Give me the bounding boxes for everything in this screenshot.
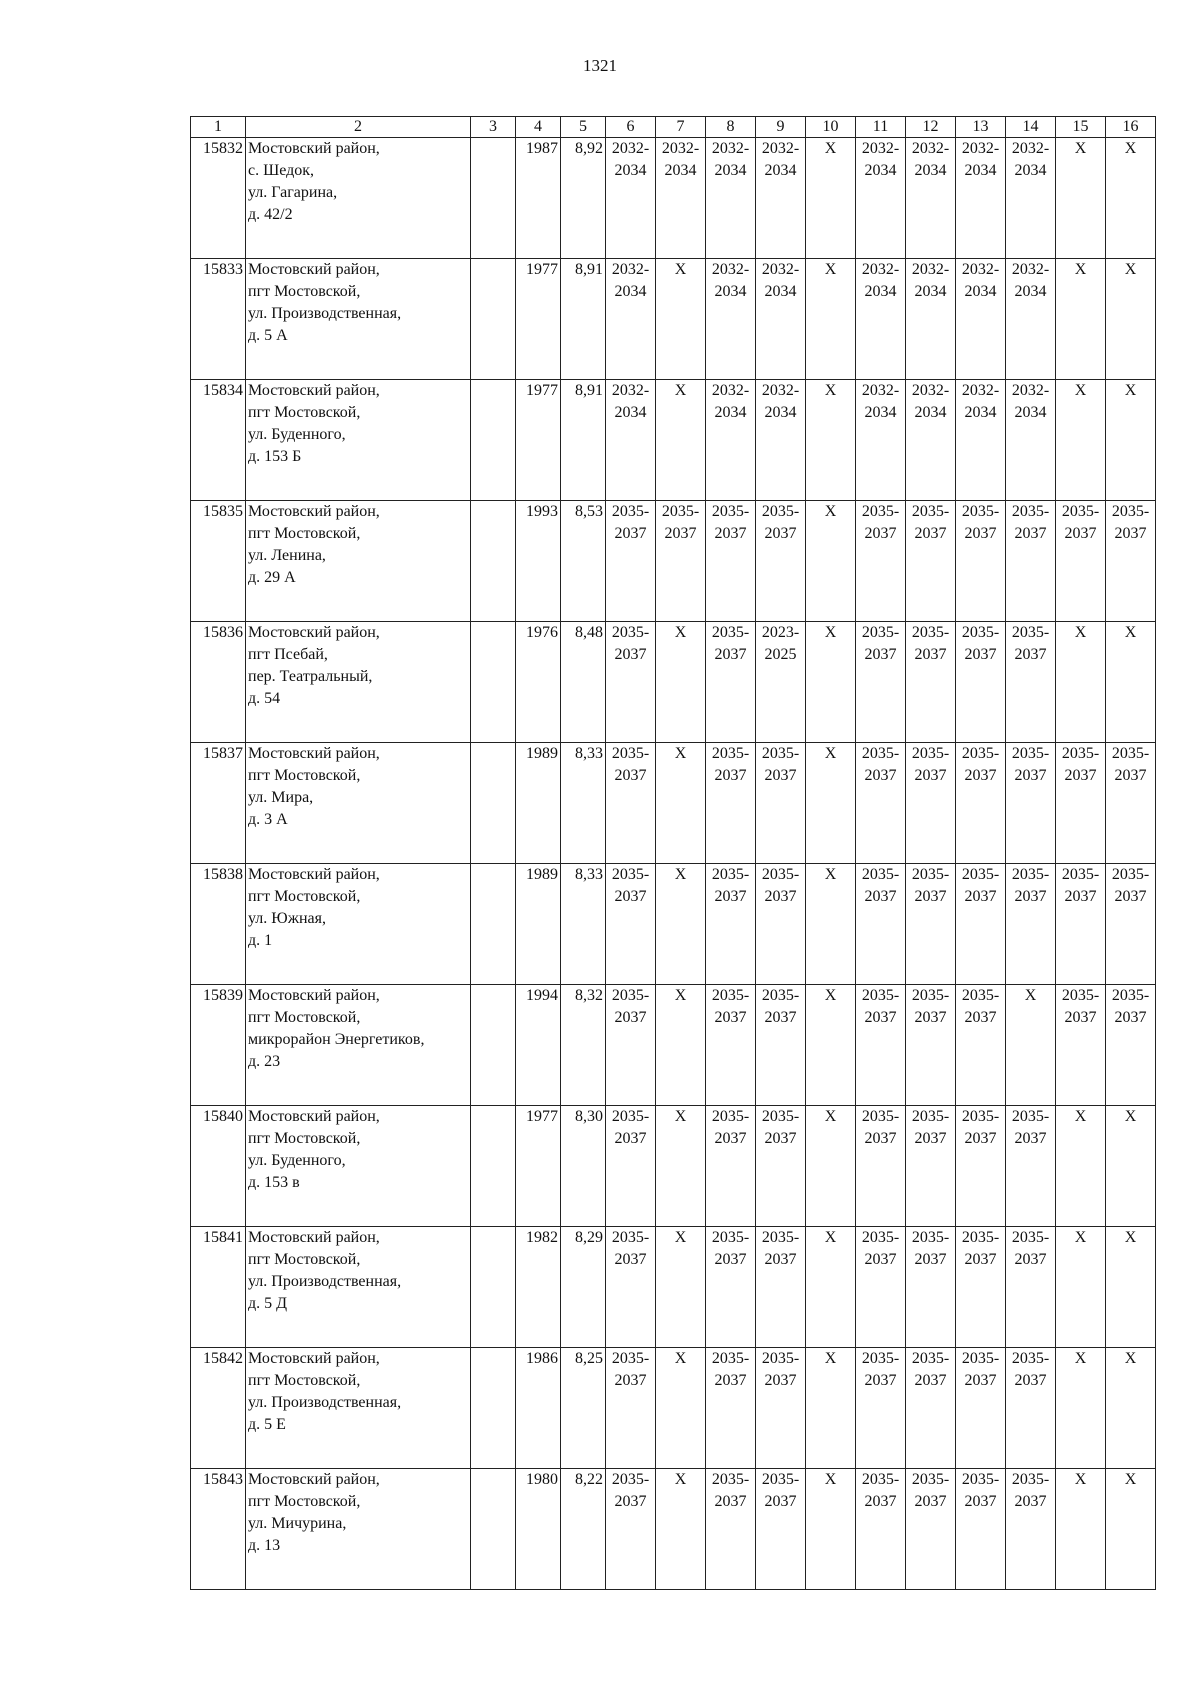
cell-col-12: 2035-2037 <box>906 622 956 743</box>
cell-col-8: 2035-2037 <box>706 1469 756 1590</box>
address-line: пгт Мостовской, <box>248 1130 361 1147</box>
cell-col-16: 2035-2037 <box>1106 743 1156 864</box>
address-line: ул. Мира, <box>248 789 314 806</box>
address-line: пгт Мостовской, <box>248 1493 361 1510</box>
cell-col-3 <box>471 622 516 743</box>
cell-col-3 <box>471 259 516 380</box>
cell-col-6: 2035-2037 <box>606 864 656 985</box>
column-header-12: 12 <box>906 117 956 138</box>
cell-col-7: Х <box>656 622 706 743</box>
address-cell <box>246 259 471 380</box>
table-row <box>191 622 1156 743</box>
cell-col-12: 2032-2034 <box>906 380 956 501</box>
cell-col-9: 2032-2034 <box>756 380 806 501</box>
cell-col-16: Х <box>1106 1227 1156 1348</box>
cell-col-8: 2035-2037 <box>706 1106 756 1227</box>
cell-col-12: 2032-2034 <box>906 138 956 259</box>
table-row <box>191 380 1156 501</box>
address-line: пгт Мостовской, <box>248 888 361 905</box>
table-row <box>191 501 1156 622</box>
column-header-14: 14 <box>1006 117 1056 138</box>
cell-col-5: 8,33 <box>561 743 606 864</box>
cell-col-15: Х <box>1056 1469 1106 1590</box>
cell-col-13: 2032-2034 <box>956 380 1006 501</box>
cell-col-10: Х <box>806 1106 856 1227</box>
cell-col-7: Х <box>656 985 706 1106</box>
cell-col-10: Х <box>806 1227 856 1348</box>
cell-col-5: 8,53 <box>561 501 606 622</box>
column-header-11: 11 <box>856 117 906 138</box>
cell-col-9: 2035-2037 <box>756 501 806 622</box>
address-line: д. 13 <box>248 1537 281 1554</box>
cell-col-11: 2035-2037 <box>856 743 906 864</box>
cell-col-11: 2035-2037 <box>856 1469 906 1590</box>
column-header-13: 13 <box>956 117 1006 138</box>
cell-col-4: 1989 <box>516 743 561 864</box>
cell-col-13: 2035-2037 <box>956 864 1006 985</box>
cell-col-7: Х <box>656 380 706 501</box>
address-line: д. 54 <box>248 690 281 707</box>
address-line: с. Шедок, <box>248 162 315 179</box>
cell-col-10: Х <box>806 380 856 501</box>
address-line: Мостовский район, <box>248 624 380 641</box>
cell-col-4: 1987 <box>516 138 561 259</box>
address-line: ул. Гагарина, <box>248 184 338 201</box>
cell-col-15: 2035-2037 <box>1056 743 1106 864</box>
cell-col-13: 2035-2037 <box>956 1469 1006 1590</box>
cell-col-16: Х <box>1106 1469 1156 1590</box>
cell-col-14: 2035-2037 <box>1006 743 1056 864</box>
row-number: 15842 <box>191 1348 246 1469</box>
cell-col-14: 2032-2034 <box>1006 138 1056 259</box>
cell-col-4: 1989 <box>516 864 561 985</box>
address-cell <box>246 380 471 501</box>
address-line: Мостовский район, <box>248 1471 380 1488</box>
table-row <box>191 1469 1156 1590</box>
address-line: д. 5 А <box>248 327 288 344</box>
row-number: 15833 <box>191 259 246 380</box>
column-header-16: 16 <box>1106 117 1156 138</box>
cell-col-5: 8,25 <box>561 1348 606 1469</box>
cell-col-12: 2035-2037 <box>906 1469 956 1590</box>
cell-col-13: 2032-2034 <box>956 259 1006 380</box>
cell-col-11: 2035-2037 <box>856 1348 906 1469</box>
cell-col-6: 2035-2037 <box>606 985 656 1106</box>
cell-col-10: Х <box>806 1348 856 1469</box>
cell-col-4: 1986 <box>516 1348 561 1469</box>
address-line: Мостовский район, <box>248 1350 380 1367</box>
cell-col-3 <box>471 864 516 985</box>
cell-col-4: 1977 <box>516 1106 561 1227</box>
address-cell <box>246 1348 471 1469</box>
cell-col-12: 2035-2037 <box>906 1227 956 1348</box>
address-line: ул. Мичурина, <box>248 1515 347 1532</box>
cell-col-9: 2035-2037 <box>756 1348 806 1469</box>
cell-col-14: 2035-2037 <box>1006 501 1056 622</box>
cell-col-7: Х <box>656 1469 706 1590</box>
cell-col-15: 2035-2037 <box>1056 864 1106 985</box>
row-number: 15835 <box>191 501 246 622</box>
cell-col-14: 2032-2034 <box>1006 380 1056 501</box>
cell-col-11: 2035-2037 <box>856 1227 906 1348</box>
cell-col-15: Х <box>1056 380 1106 501</box>
cell-col-16: Х <box>1106 622 1156 743</box>
cell-col-14: 2035-2037 <box>1006 1106 1056 1227</box>
table-body <box>191 138 1156 1590</box>
cell-col-10: Х <box>806 743 856 864</box>
address-line: пгт Мостовской, <box>248 1372 361 1389</box>
cell-col-11: 2035-2037 <box>856 985 906 1106</box>
table-row <box>191 743 1156 864</box>
cell-col-6: 2035-2037 <box>606 622 656 743</box>
cell-col-8: 2035-2037 <box>706 1227 756 1348</box>
cell-col-3 <box>471 743 516 864</box>
cell-col-12: 2035-2037 <box>906 864 956 985</box>
cell-col-11: 2035-2037 <box>856 1106 906 1227</box>
cell-col-6: 2035-2037 <box>606 501 656 622</box>
cell-col-5: 8,29 <box>561 1227 606 1348</box>
column-header-9: 9 <box>756 117 806 138</box>
address-line: д. 29 А <box>248 569 296 586</box>
address-line: Мостовский район, <box>248 1229 380 1246</box>
cell-col-3 <box>471 1348 516 1469</box>
address-line: д. 23 <box>248 1053 281 1070</box>
address-line: д. 5 Е <box>248 1416 286 1433</box>
cell-col-6: 2035-2037 <box>606 1469 656 1590</box>
cell-col-4: 1982 <box>516 1227 561 1348</box>
table-row <box>191 259 1156 380</box>
cell-col-4: 1976 <box>516 622 561 743</box>
row-number: 15841 <box>191 1227 246 1348</box>
cell-col-11: 2032-2034 <box>856 259 906 380</box>
cell-col-9: 2035-2037 <box>756 864 806 985</box>
cell-col-6: 2035-2037 <box>606 743 656 864</box>
column-header-7: 7 <box>656 117 706 138</box>
cell-col-8: 2035-2037 <box>706 864 756 985</box>
cell-col-5: 8,91 <box>561 259 606 380</box>
cell-col-16: Х <box>1106 1348 1156 1469</box>
cell-col-9: 2035-2037 <box>756 985 806 1106</box>
cell-col-10: Х <box>806 501 856 622</box>
address-cell <box>246 743 471 864</box>
cell-col-9: 2032-2034 <box>756 259 806 380</box>
table-row <box>191 985 1156 1106</box>
cell-col-10: Х <box>806 259 856 380</box>
cell-col-6: 2035-2037 <box>606 1348 656 1469</box>
cell-col-15: 2035-2037 <box>1056 985 1106 1106</box>
address-cell <box>246 1469 471 1590</box>
cell-col-8: 2035-2037 <box>706 743 756 864</box>
address-line: Мостовский район, <box>248 140 380 157</box>
cell-col-14: Х <box>1006 985 1056 1106</box>
cell-col-12: 2032-2034 <box>906 259 956 380</box>
address-cell <box>246 985 471 1106</box>
row-number: 15838 <box>191 864 246 985</box>
address-line: д. 42/2 <box>248 206 293 223</box>
cell-col-11: 2032-2034 <box>856 380 906 501</box>
cell-col-5: 8,48 <box>561 622 606 743</box>
address-line: Мостовский район, <box>248 745 380 762</box>
cell-col-7: Х <box>656 1106 706 1227</box>
address-line: ул. Буденного, <box>248 1152 346 1169</box>
cell-col-8: 2035-2037 <box>706 501 756 622</box>
cell-col-16: Х <box>1106 380 1156 501</box>
address-line: пгт Мостовской, <box>248 283 361 300</box>
address-line: д. 153 Б <box>248 448 302 465</box>
address-line: ул. Ленина, <box>248 547 326 564</box>
cell-col-12: 2035-2037 <box>906 501 956 622</box>
cell-col-13: 2035-2037 <box>956 1227 1006 1348</box>
cell-col-14: 2035-2037 <box>1006 1469 1056 1590</box>
cell-col-14: 2035-2037 <box>1006 864 1056 985</box>
cell-col-14: 2035-2037 <box>1006 622 1056 743</box>
cell-col-6: 2032-2034 <box>606 138 656 259</box>
cell-col-7: 2032-2034 <box>656 138 706 259</box>
cell-col-8: 2035-2037 <box>706 1348 756 1469</box>
address-line: д. 3 А <box>248 811 288 828</box>
address-line: ул. Производственная, <box>248 1394 402 1411</box>
row-number: 15839 <box>191 985 246 1106</box>
address-line: пгт Мостовской, <box>248 767 361 784</box>
cell-col-4: 1994 <box>516 985 561 1106</box>
column-header-2: 2 <box>246 117 471 138</box>
cell-col-8: 2032-2034 <box>706 380 756 501</box>
cell-col-3 <box>471 1227 516 1348</box>
row-number: 15832 <box>191 138 246 259</box>
column-header-15: 15 <box>1056 117 1106 138</box>
cell-col-8: 2035-2037 <box>706 985 756 1106</box>
address-line: ул. Производственная, <box>248 1273 402 1290</box>
address-line: пгт Псебай, <box>248 646 328 663</box>
table-row <box>191 1348 1156 1469</box>
address-line: Мостовский район, <box>248 866 380 883</box>
cell-col-9: 2035-2037 <box>756 743 806 864</box>
row-number: 15834 <box>191 380 246 501</box>
cell-col-16: 2035-2037 <box>1106 501 1156 622</box>
row-number: 15837 <box>191 743 246 864</box>
cell-col-15: Х <box>1056 1106 1106 1227</box>
address-line: Мостовский район, <box>248 382 380 399</box>
cell-col-4: 1980 <box>516 1469 561 1590</box>
cell-col-10: Х <box>806 1469 856 1590</box>
page-number: 1321 <box>583 56 617 75</box>
cell-col-5: 8,33 <box>561 864 606 985</box>
table-row <box>191 138 1156 259</box>
table-row <box>191 864 1156 985</box>
cell-col-9: 2035-2037 <box>756 1469 806 1590</box>
cell-col-3 <box>471 138 516 259</box>
cell-col-4: 1993 <box>516 501 561 622</box>
cell-col-5: 8,91 <box>561 380 606 501</box>
cell-col-7: 2035-2037 <box>656 501 706 622</box>
cell-col-15: Х <box>1056 622 1106 743</box>
address-line: ул. Производственная, <box>248 305 402 322</box>
cell-col-11: 2035-2037 <box>856 864 906 985</box>
cell-col-9: 2035-2037 <box>756 1227 806 1348</box>
cell-col-7: Х <box>656 1348 706 1469</box>
cell-col-16: Х <box>1106 1106 1156 1227</box>
address-line: микрорайон Энергетиков, <box>248 1031 425 1048</box>
address-line: пер. Театральный, <box>248 668 373 685</box>
row-number: 15843 <box>191 1469 246 1590</box>
column-header-8: 8 <box>706 117 756 138</box>
cell-col-5: 8,22 <box>561 1469 606 1590</box>
cell-col-10: Х <box>806 138 856 259</box>
cell-col-12: 2035-2037 <box>906 985 956 1106</box>
cell-col-13: 2035-2037 <box>956 1106 1006 1227</box>
cell-col-15: Х <box>1056 1348 1106 1469</box>
cell-col-8: 2032-2034 <box>706 259 756 380</box>
cell-col-11: 2035-2037 <box>856 501 906 622</box>
cell-col-6: 2032-2034 <box>606 259 656 380</box>
cell-col-6: 2032-2034 <box>606 380 656 501</box>
cell-col-3 <box>471 380 516 501</box>
table-row <box>191 1106 1156 1227</box>
cell-col-5: 8,92 <box>561 138 606 259</box>
cell-col-12: 2035-2037 <box>906 1106 956 1227</box>
cell-col-8: 2032-2034 <box>706 138 756 259</box>
table-row <box>191 1227 1156 1348</box>
address-cell <box>246 864 471 985</box>
cell-col-15: Х <box>1056 259 1106 380</box>
cell-col-7: Х <box>656 259 706 380</box>
cell-col-13: 2035-2037 <box>956 743 1006 864</box>
address-cell <box>246 622 471 743</box>
address-line: ул. Буденного, <box>248 426 346 443</box>
address-line: пгт Мостовской, <box>248 1251 361 1268</box>
cell-col-15: 2035-2037 <box>1056 501 1106 622</box>
cell-col-4: 1977 <box>516 380 561 501</box>
cell-col-5: 8,30 <box>561 1106 606 1227</box>
cell-col-7: Х <box>656 743 706 864</box>
address-line: пгт Мостовской, <box>248 404 361 421</box>
cell-col-4: 1977 <box>516 259 561 380</box>
cell-col-13: 2035-2037 <box>956 1348 1006 1469</box>
cell-col-14: 2035-2037 <box>1006 1227 1056 1348</box>
column-header-6: 6 <box>606 117 656 138</box>
column-header-5: 5 <box>561 117 606 138</box>
column-header-3: 3 <box>471 117 516 138</box>
row-number: 15840 <box>191 1106 246 1227</box>
cell-col-12: 2035-2037 <box>906 743 956 864</box>
cell-col-9: 2032-2034 <box>756 138 806 259</box>
cell-col-11: 2035-2037 <box>856 622 906 743</box>
cell-col-13: 2032-2034 <box>956 138 1006 259</box>
address-line: д. 153 в <box>248 1174 300 1191</box>
cell-col-3 <box>471 985 516 1106</box>
cell-col-9: 2035-2037 <box>756 1106 806 1227</box>
cell-col-13: 2035-2037 <box>956 985 1006 1106</box>
address-line: Мостовский район, <box>248 503 380 520</box>
cell-col-16: 2035-2037 <box>1106 864 1156 985</box>
cell-col-9: 2023-2025 <box>756 622 806 743</box>
cell-col-10: Х <box>806 864 856 985</box>
cell-col-5: 8,32 <box>561 985 606 1106</box>
column-header-1: 1 <box>191 117 246 138</box>
address-line: д. 1 <box>248 932 273 949</box>
cell-col-3 <box>471 501 516 622</box>
cell-col-10: Х <box>806 622 856 743</box>
cell-col-7: Х <box>656 1227 706 1348</box>
column-header-10: 10 <box>806 117 856 138</box>
cell-col-3 <box>471 1106 516 1227</box>
address-cell <box>246 138 471 259</box>
cell-col-11: 2032-2034 <box>856 138 906 259</box>
address-cell <box>246 1106 471 1227</box>
cell-col-14: 2035-2037 <box>1006 1348 1056 1469</box>
cell-col-12: 2035-2037 <box>906 1348 956 1469</box>
cell-col-15: Х <box>1056 1227 1106 1348</box>
column-header-4: 4 <box>516 117 561 138</box>
address-line: пгт Мостовской, <box>248 525 361 542</box>
cell-col-16: Х <box>1106 259 1156 380</box>
cell-col-14: 2032-2034 <box>1006 259 1056 380</box>
cell-col-13: 2035-2037 <box>956 501 1006 622</box>
cell-col-16: 2035-2037 <box>1106 985 1156 1106</box>
address-line: пгт Мостовской, <box>248 1009 361 1026</box>
cell-col-6: 2035-2037 <box>606 1106 656 1227</box>
cell-col-13: 2035-2037 <box>956 622 1006 743</box>
address-cell <box>246 1227 471 1348</box>
address-cell <box>246 501 471 622</box>
header-row <box>191 117 1156 138</box>
address-line: Мостовский район, <box>248 987 380 1004</box>
registry-table <box>190 116 1156 1590</box>
address-line: Мостовский район, <box>248 261 380 278</box>
cell-col-8: 2035-2037 <box>706 622 756 743</box>
cell-col-7: Х <box>656 864 706 985</box>
cell-col-3 <box>471 1469 516 1590</box>
row-number: 15836 <box>191 622 246 743</box>
cell-col-6: 2035-2037 <box>606 1227 656 1348</box>
address-line: Мостовский район, <box>248 1108 380 1125</box>
cell-col-16: Х <box>1106 138 1156 259</box>
address-line: д. 5 Д <box>248 1295 288 1312</box>
cell-col-10: Х <box>806 985 856 1106</box>
cell-col-15: Х <box>1056 138 1106 259</box>
address-line: ул. Южная, <box>248 910 326 927</box>
